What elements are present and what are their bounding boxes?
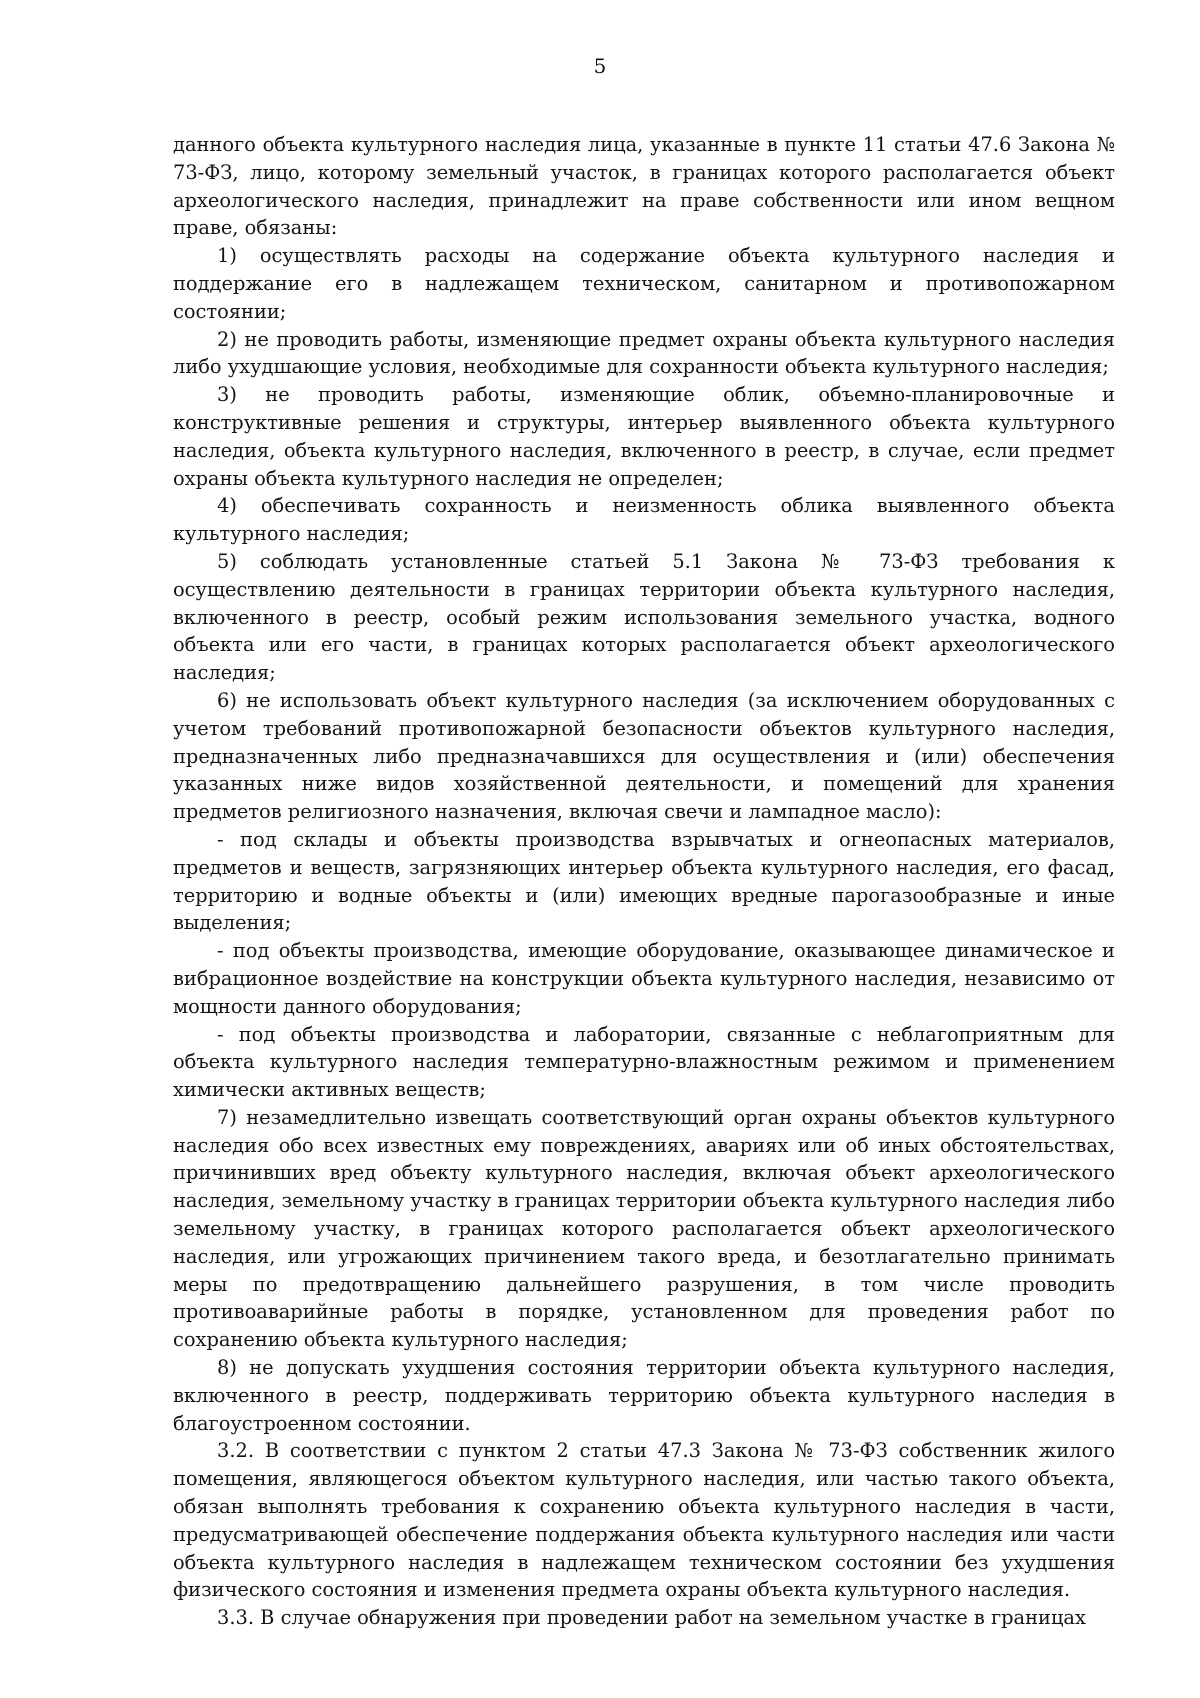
paragraph-item-4: 4) обеспечивать сохранность и неизменность облика выявленного объекта культурного наследия; [173, 494, 1115, 546]
paragraph-item-5: 5) соблюдать установленные статьей 5.1 Закона № 73-ФЗ требования к осуществлению деятельности в границах территории объекта культурного наследия, включенного в реестр, особый режим использования земельного участка, водного объекта или его части, в границах которых располагается объект археологического наследия; [173, 549, 1115, 685]
document-body [173, 131, 1115, 1632]
paragraph-continuation: данного объекта культурного наследия лица, указанные в пункте 11 статьи 47.6 Закона № 73-ФЗ, лицо, которому земельный участок, в границах которого располагается объект археологического наследия, принадлежит на праве собственности или ином вещном праве, обязаны: [173, 133, 1115, 240]
paragraph-3-3: 3.3. В случае обнаружения при проведении работ на земельном участке в границах [217, 1606, 1086, 1630]
paragraph-item-8: 8) не допускать ухудшения состояния территории объекта культурного наследия, включенного в реестр, поддерживать территорию объекта культурного наследия в благоустроенном состоянии. [173, 1356, 1115, 1435]
paragraph-item-2: 2) не проводить работы, изменяющие предмет охраны объекта культурного наследия либо ухудшающие условия, необходимые для сохранности объекта культурного наследия; [173, 327, 1115, 379]
paragraph-subitem-1: - под склады и объекты производства взрывчатых и огнеопасных материалов, предметов и веществ, загрязняющих интерьер объекта культурного наследия, его фасад, территорию и водные объекты и (или) имеющих вредные парогазообразные и иные выделения; [173, 827, 1115, 935]
paragraph-item-6: 6) не использовать объект культурного наследия (за исключением оборудованных с учетом требований противопожарной безопасности объектов культурного наследия, предназначенных либо предназначавшихся для осуществления и (или) обеспечения указанных ниже видов хозяйственной деятельности, и помещений для хранения предметов религиозного назначения, включая свечи и лампадное масло): [173, 688, 1115, 824]
paragraph-subitem-3: - под объекты производства и лаборатории, связанные с неблагоприятным для объекта культурного наследия температурно-влажностным режимом и применением химически активных веществ; [173, 1022, 1115, 1102]
paragraph-3-2: 3.2. В соответствии с пунктом 2 статьи 47.3 Закона № 73-ФЗ собственник жилого помещения, являющегося объектом культурного наследия, или частью такого объекта, обязан выполнять требования к сохранению объекта культурного наследия в части, предусматривающей обеспечение поддержания объекта культурного наследия или части объекта культурного наследия в надлежащем техническом состоянии без ухудшения физического состояния и изменения предмета охраны объекта культурного наследия. [173, 1439, 1115, 1602]
page-number: 5 [593, 54, 607, 78]
paragraph-subitem-2: - под объекты производства, имеющие оборудование, оказывающее динамическое и вибрационное воздействие на конструкции объекта культурного наследия, независимо от мощности данного оборудования; [173, 939, 1115, 1018]
paragraph-item-7: 7) незамедлительно извещать соответствующий орган охраны объектов культурного наследия обо всех известных ему повреждениях, авариях или об иных обстоятельствах, причинивших вред объекту культурного наследия, включая объект археологического наследия, земельному участку в границах территории объекта культурного наследия либо земельному участку, в границах которого располагается объект археологического наследия, или угрожающих причинением такого вреда, и безотлагательно принимать меры по предотвращению дальнейшего разрушения, в том числе проводить противоаварийные работы в порядке, установленном для проведения работ по сохранению объекта культурного наследия; [173, 1105, 1115, 1352]
paragraph-item-3: 3) не проводить работы, изменяющие облик, объемно-планировочные и конструктивные решения и структуры, интерьер выявленного объекта культурного наследия, объекта культурного наследия, включенного в реестр, в случае, если предмет охраны объекта культурного наследия не определен; [173, 383, 1115, 490]
paragraph-item-1: 1) осуществлять расходы на содержание объекта культурного наследия и поддержание его в надлежащем техническом, санитарном и противопожарном состоянии; [173, 244, 1115, 323]
